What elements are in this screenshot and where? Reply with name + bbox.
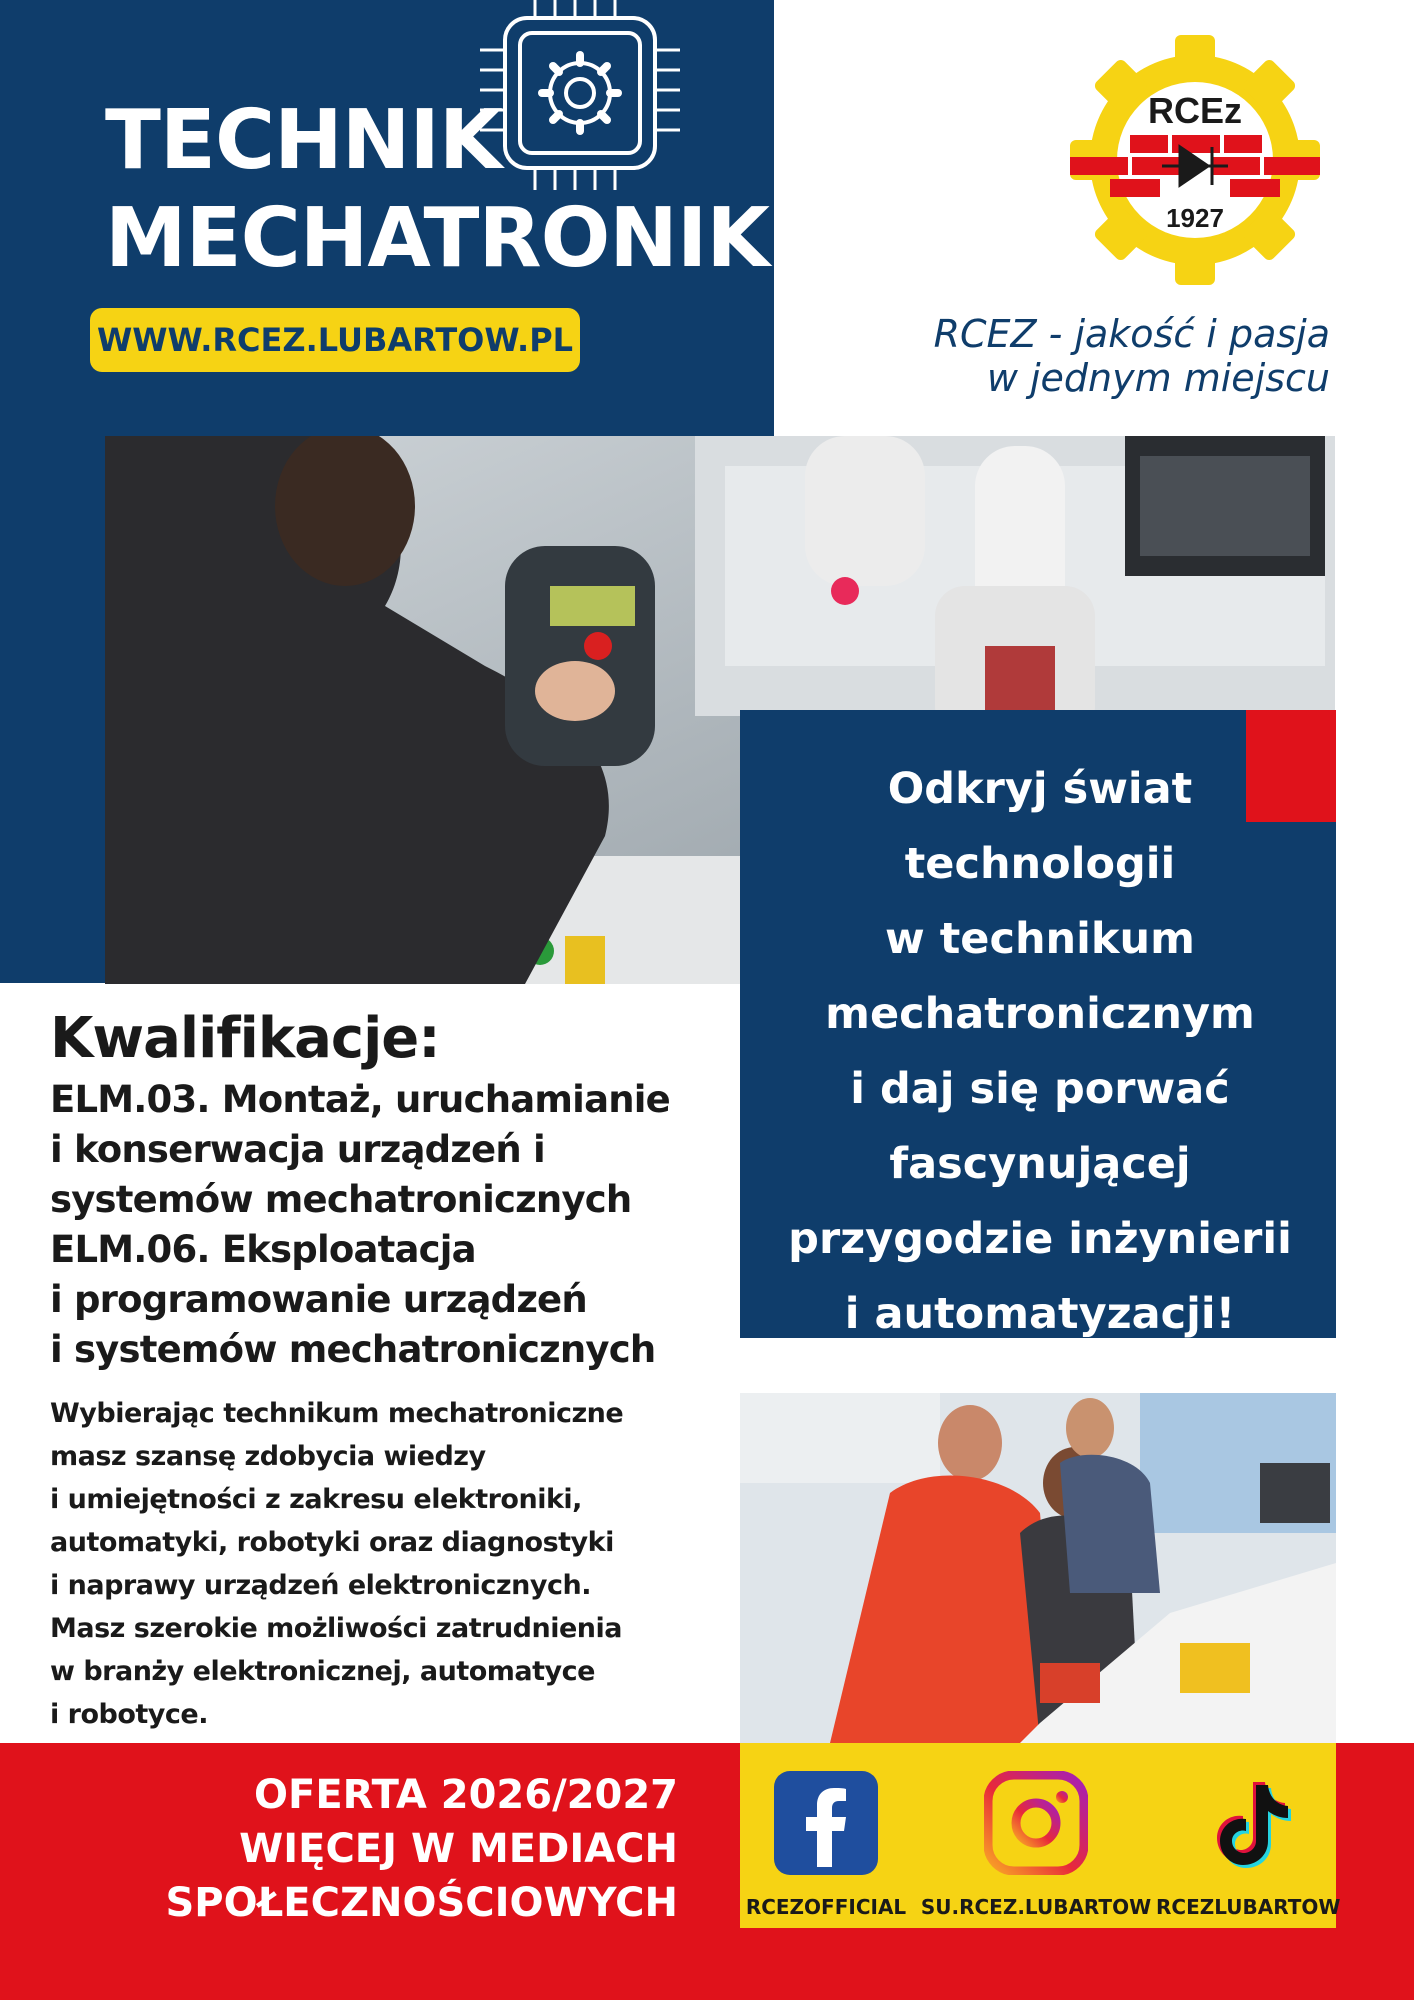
offer-line: WIĘCEJ W MEDIACH xyxy=(239,1826,678,1872)
qualifications-heading: Kwalifikacje: xyxy=(50,1006,440,1071)
promo-line: i daj się porwać xyxy=(850,1064,1230,1114)
qualification-line: systemów mechatronicznych xyxy=(50,1178,632,1221)
description-line: Wybierając technikum mechatroniczne xyxy=(50,1398,624,1429)
qualification-line: i systemów mechatronicznych xyxy=(50,1328,656,1371)
tiktok-icon[interactable] xyxy=(1200,1771,1304,1875)
qualifications-list xyxy=(50,1075,730,1375)
tiktok-label[interactable]: RCEZLUBARTOW xyxy=(1156,1895,1341,1919)
instagram-icon[interactable] xyxy=(984,1771,1088,1875)
offer-line: SPOŁECZNOŚCIOWYCH xyxy=(165,1880,678,1926)
tagline xyxy=(820,312,1330,400)
offer-text xyxy=(40,1768,678,1930)
qualification-line: ELM.06. Eksploatacja xyxy=(50,1228,476,1271)
title-line-2: MECHATRONIK xyxy=(105,191,769,286)
website-url-badge[interactable]: WWW.RCEZ.LUBARTOW.PL xyxy=(90,308,580,372)
promo-line: fascynującej xyxy=(889,1139,1191,1189)
rcez-logo xyxy=(1070,35,1320,285)
promo-line: przygodzie inżynierii xyxy=(788,1214,1292,1264)
description-line: i umiejętności z zakresu elektroniki, xyxy=(50,1484,582,1515)
logo-text: RCEz xyxy=(1147,90,1243,131)
description-line: w branży elektronicznej, automatyce xyxy=(50,1656,595,1687)
promo-line: mechatronicznym xyxy=(825,989,1255,1039)
promo-line: technologii xyxy=(904,839,1176,889)
tagline-line-1: RCEZ - jakość i pasja xyxy=(933,312,1330,356)
description-paragraph xyxy=(50,1392,740,1736)
social-media-box xyxy=(740,1743,1341,1928)
promo-line: Odkryj świat xyxy=(887,764,1193,814)
description-line: i robotyce. xyxy=(50,1699,208,1730)
facebook-icon[interactable] xyxy=(774,1771,878,1875)
tagline-line-2: w jednym miejscu xyxy=(986,356,1330,400)
promo-line: w technikum xyxy=(885,914,1195,964)
title-line-1: TECHNIK xyxy=(105,93,502,188)
qualification-line: ELM.03. Montaż, uruchamianie xyxy=(50,1078,670,1121)
instagram-label[interactable]: SU.RCEZ.LUBARTOW xyxy=(920,1895,1152,1919)
description-line: masz szansę zdobycia wiedzy xyxy=(50,1441,486,1472)
qualification-line: i konserwacja urządzeń i xyxy=(50,1128,545,1171)
logo-year: 1927 xyxy=(1166,203,1224,233)
description-line: Masz szerokie możliwości zatrudnienia xyxy=(50,1613,622,1644)
description-line: i naprawy urządzeń elektronicznych. xyxy=(50,1570,591,1601)
qualification-line: i programowanie urządzeń xyxy=(50,1278,587,1321)
offer-line: OFERTA 2026/2027 xyxy=(254,1772,678,1818)
facebook-label[interactable]: RCEZOFFICIAL xyxy=(745,1895,907,1919)
promo-line: i automatyzacji! xyxy=(844,1289,1236,1339)
promo-text xyxy=(760,752,1320,1352)
gear-chip-icon xyxy=(475,0,685,200)
students-workshop-photo xyxy=(740,1393,1336,1743)
description-line: automatyki, robotyki oraz diagnostyki xyxy=(50,1527,614,1558)
